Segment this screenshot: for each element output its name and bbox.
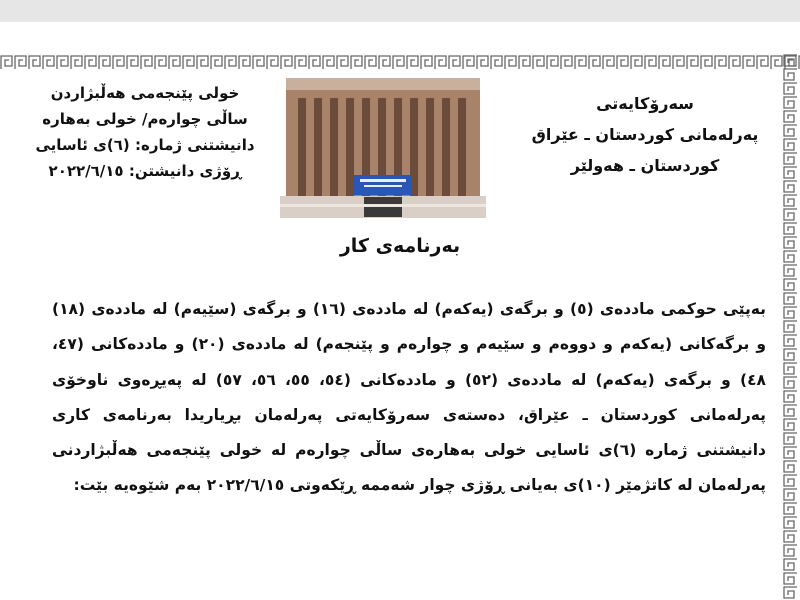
agenda-paragraph: بەپێی حوکمی ماددەی (٥) و برگەی (یەکەم) لە ماددەی (١٦) و برگەی (سێیەم) لە ماددەی (١٨) و برگەکانی (یەکەم و دووەم و سێیەم و چوارەم و پێنجەم) لە ماددەی (٢٠) و ماددەکانی (٤٧، ٤٨) و برگەی (یەکەم) لە ماددەی (٥٢) و ماددەکانی (٥٤، ٥٥، ٥٦، ٥٧) لە پەیڕەوی ناوخۆی پەرلەمانی کوردستان ـ عێراق، دەستەی سەرۆکایەتی پەرلەمان بڕیاریدا بەرنامەی کاری دانیشتنی ژمارە (٦)ی ئاسایی خولی بەهارەی ساڵی چوارەم لە خولی پێنجەمی هەڵبژاردنی پەرلەمان لە کاتژمێر (١٠)ی بەیانی ڕۆژی چوار شەممە ڕێکەوتی ٢٠٢٢/٦/١٥ بەم شێوەیە بێت: xyxy=(52,300,767,495)
parliament-building-icon xyxy=(280,78,486,218)
session-date-text: ڕۆژی دانیشتن: ٢٠٢٢/٦/١٥ xyxy=(48,162,242,180)
presidency-text: سەرۆکایەتی xyxy=(596,94,694,113)
session-info-block xyxy=(30,80,260,184)
election-cycle-text: خولی پێنجەمی هەڵبژاردن xyxy=(50,84,240,102)
document-title: بەرنامەی کار xyxy=(339,235,461,257)
parliament-name-text: پەرلەمانی کوردستان ـ عێراق xyxy=(531,125,759,144)
decorative-border-right xyxy=(782,54,798,600)
legislative-year-text: ساڵی چوارەم/ خولی بەهارە xyxy=(42,110,248,128)
location-text: کوردستان ـ هەولێر xyxy=(570,156,720,175)
decorative-border-top xyxy=(0,54,800,70)
session-number-text: دانیشتنی ژمارە: (٦)ی ئاسایی xyxy=(35,136,255,154)
institution-block xyxy=(520,88,770,181)
agenda-body xyxy=(52,292,766,504)
